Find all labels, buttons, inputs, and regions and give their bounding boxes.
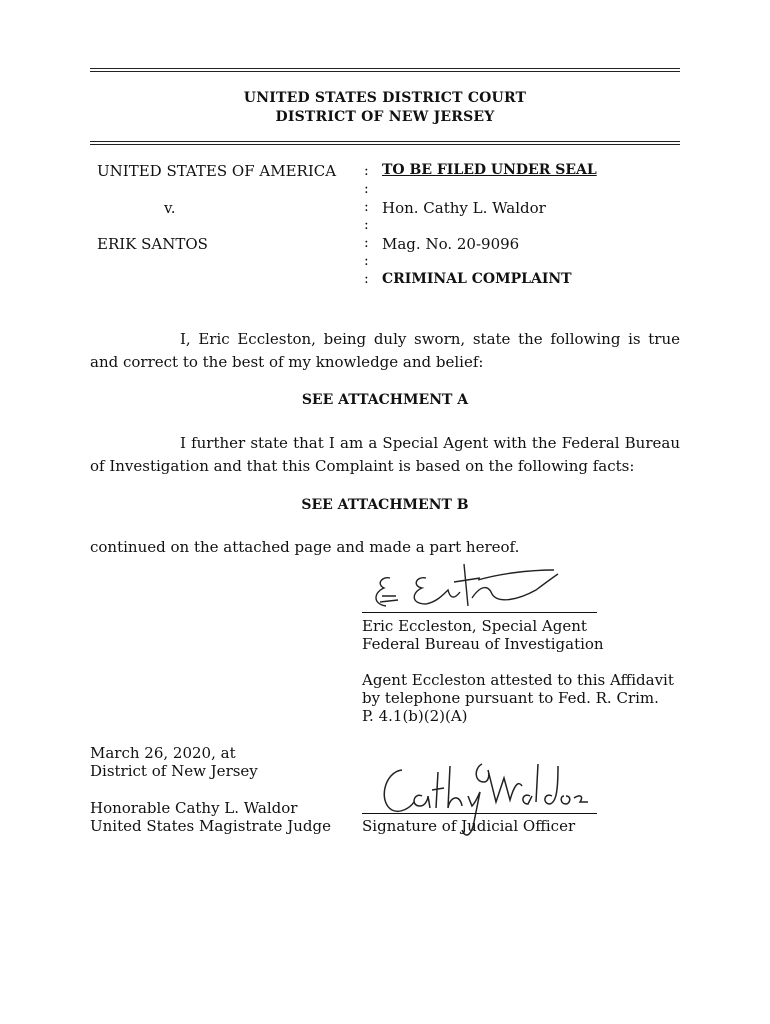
agent-signature-image (368, 556, 568, 616)
top-rule (90, 68, 680, 69)
caption-colon: : (364, 181, 369, 197)
plaintiff: UNITED STATES OF AMERICA (97, 162, 337, 180)
versus: v. (164, 199, 176, 217)
agent-agency: Federal Bureau of Investigation (362, 635, 604, 653)
attachment-b: SEE ATTACHMENT B (301, 497, 469, 513)
paragraph-1-text: I, Eric Eccleston, being duly sworn, state the following is true and correct to the best of my knowledge and belief: (90, 330, 680, 371)
caption-colon: : (364, 199, 369, 215)
seal-notice: TO BE FILED UNDER SEAL (382, 162, 597, 178)
agent-name-title: Eric Eccleston, Special Agent (362, 617, 587, 635)
attestation-line-3: P. 4.1(b)(2)(A) (362, 707, 468, 725)
document-type: CRIMINAL COMPLAINT (382, 271, 572, 287)
judge-signature-line (362, 813, 597, 814)
attachment-a: SEE ATTACHMENT A (301, 392, 469, 408)
paragraph-1 (90, 328, 680, 374)
court-name: UNITED STATES DISTRICT COURT (243, 90, 527, 106)
judge-name: Hon. Cathy L. Waldor (382, 199, 546, 217)
paragraph-2 (90, 432, 680, 478)
caption-colon: : (364, 271, 369, 287)
attestation-line-1: Agent Eccleston attested to this Affidavit (362, 671, 674, 689)
continued-note: continued on the attached page and made a part hereof. (90, 538, 520, 556)
judge-title: United States Magistrate Judge (90, 817, 331, 835)
agent-signature-line (362, 612, 597, 613)
attestation-line-2: by telephone pursuant to Fed. R. Crim. (362, 689, 659, 707)
caption-colon: : (364, 217, 369, 233)
paragraph-2-text: I further state that I am a Special Agent with the Federal Bureau of Investigation and that this Complaint is based on the following facts: (90, 434, 680, 475)
judge-full-name: Honorable Cathy L. Waldor (90, 799, 298, 817)
court-district: DISTRICT OF NEW JERSEY (275, 109, 495, 125)
complaint-district: District of New Jersey (90, 762, 258, 780)
top-rule-2 (90, 71, 680, 72)
header-rule-2 (90, 144, 680, 145)
defendant: ERIK SANTOS (97, 235, 208, 253)
caption-colon: : (364, 235, 369, 251)
header-rule (90, 141, 680, 142)
caption-colon: : (364, 163, 369, 179)
complaint-date: March 26, 2020, at (90, 744, 236, 762)
caption-colon: : (364, 253, 369, 269)
mag-number: Mag. No. 20-9096 (382, 235, 520, 253)
judge-signature-label: Signature of Judicial Officer (362, 817, 576, 835)
